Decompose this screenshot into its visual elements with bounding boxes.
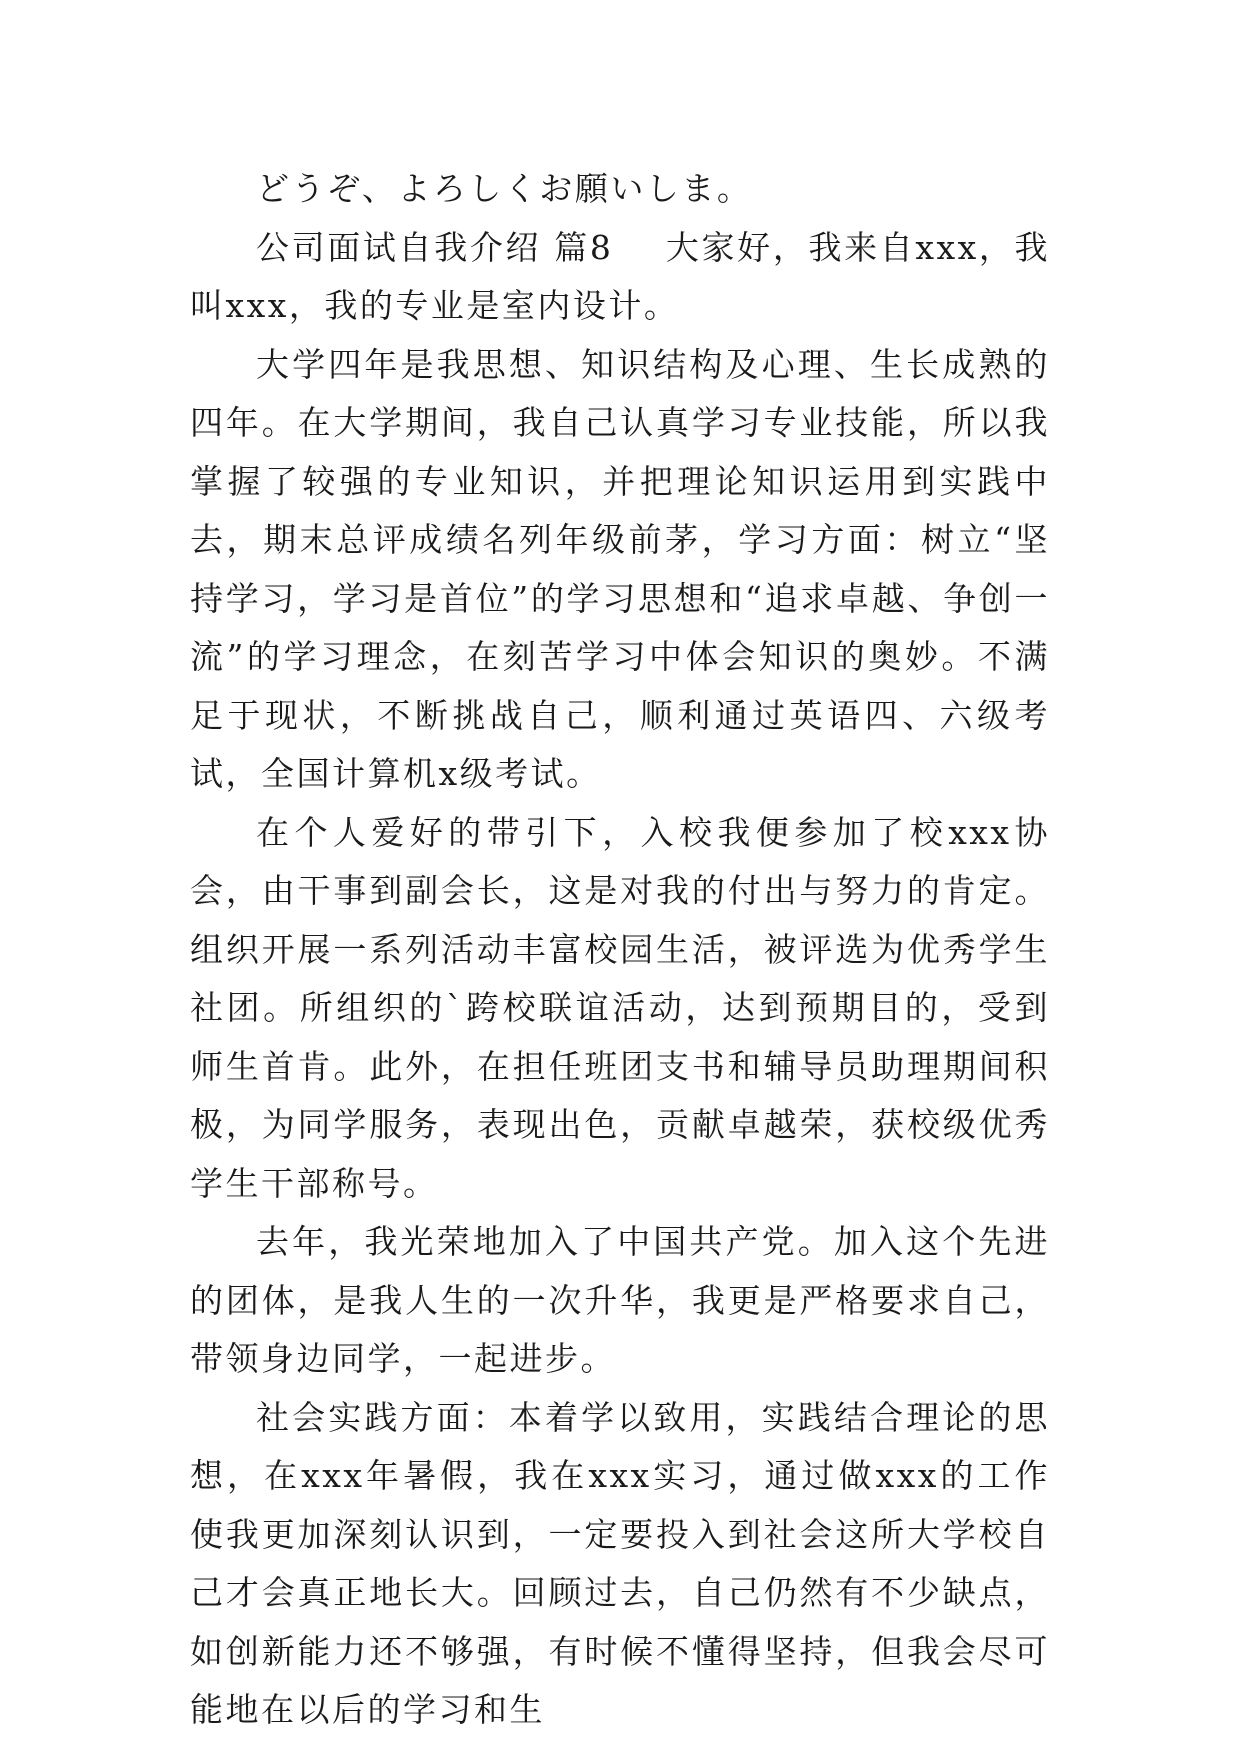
paragraph-closing-japanese: どうぞ、よろしくお願いしま。	[256, 169, 753, 208]
paragraph-university: 大学四年是我思想、知识结构及心理、生长成熟的四年。在大学期间，我自己认真学习专业技能，所以我掌握了较强的专业知识，并把理论知识运用到实践中去，期末总评成绩名列年级前茅，学习方面：树立“坚持学习，学习是首位”的学习思想和“追求卓越、争创一流”的学习理念，在刻苦学习中体会知识的奥妙。不满足于现状，不断挑战自己，顺利通过英语四、六级考试，全国计算机x级考试。	[190, 344, 1050, 793]
paragraph-party: 去年，我光荣地加入了中国共产党。加入这个先进的团体，是我人生的一次升华，我更是严格要求自己，带领身边同学，一起进步。	[190, 1222, 1050, 1378]
paragraph-hobbies: 在个人爱好的带引下，入校我便参加了校xxx协会，由干事到副会长，这是对我的付出与努力的肯定。组织开展一系列活动丰富校园生活，被评选为优秀学生社团。所组织的`跨校联谊活动，达到预期目的，受到师生首肯。此外，在担任班团支书和辅导员助理期间积极，为同学服务，表现出色，贡献卓越荣，获校级优秀学生干部称号。	[190, 812, 1050, 1203]
paragraph-social-practice: 社会实践方面：本着学以致用，实践结合理论的思想，在xxx年暑假，我在xxx实习，通过做xxx的工作使我更加深刻认识到，一定要投入到社会这所大学校自己才会真正地长大。回顾过去，自己仍然有不少缺点，如创新能力还不够强，有时候不懂得坚持，但我会尽可能地在以后的学习和生	[190, 1397, 1050, 1729]
body-text	[190, 160, 1050, 1740]
paragraph-intro: 公司面试自我介绍 篇8 大家好，我来自xxx，我叫xxx，我的专业是室内设计。	[190, 227, 1050, 325]
